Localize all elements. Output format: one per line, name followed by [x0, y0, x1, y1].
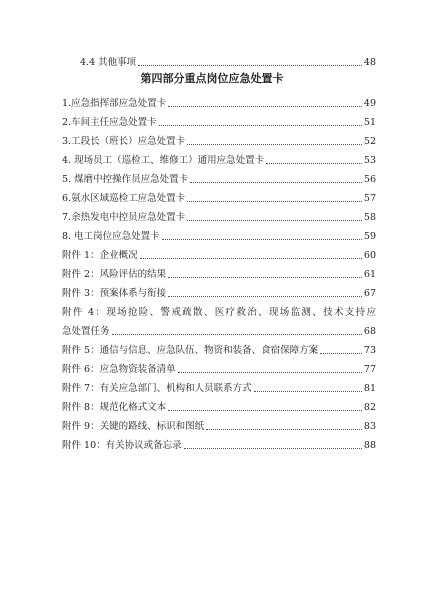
toc-entry-label: 附件 2：风险评估的结果 [62, 269, 167, 280]
toc-entry-appendix-1[interactable] [62, 246, 376, 262]
toc-entry-label: 附件 1：企业概况 [62, 250, 138, 261]
dot-leader [168, 296, 362, 297]
toc-entry-label: 2.车间主任应急处置卡 [62, 117, 157, 128]
dot-leader [266, 163, 362, 164]
dot-leader [140, 258, 362, 259]
toc-entry-label: 附件 10：有关协议或备忘录 [62, 440, 182, 451]
toc-entry-label: 附件 5：通信与信息、应急队伍、物资和装备、食宿保障方案 [62, 345, 319, 356]
toc-entry-label: 8. 电工岗位应急处置卡 [62, 231, 160, 242]
dot-leader [206, 429, 362, 430]
toc-entry-page: 48 [363, 57, 376, 68]
toc-entry-page: 60 [363, 250, 376, 261]
toc-entry[interactable] [62, 208, 376, 224]
toc-entry-label: 4.4 其他事项 [80, 57, 137, 68]
toc-entry[interactable] [62, 189, 376, 205]
toc-entry-page: 67 [363, 288, 376, 299]
toc-entry[interactable] [62, 113, 376, 129]
toc-entry-page: 53 [363, 155, 376, 166]
dot-leader [190, 182, 362, 183]
toc-entry-page: 56 [363, 174, 376, 185]
toc-entry-page: 58 [363, 212, 376, 223]
dot-leader [178, 372, 362, 373]
toc-entry-label: 附件 8：规范化格式文本 [62, 402, 167, 413]
toc-entry-page: 68 [363, 326, 376, 337]
toc-entry-appendix-4-line2[interactable] [62, 322, 376, 338]
toc-entry-page: 57 [363, 193, 376, 204]
dot-leader [320, 353, 362, 354]
dot-leader [184, 448, 362, 449]
section-heading: 第四部分重点岗位应急处置卡 [140, 72, 284, 85]
toc-entry[interactable] [62, 227, 376, 243]
toc-entry-appendix-6[interactable] [62, 360, 376, 376]
toc-entry-page: 73 [363, 345, 376, 356]
dot-leader [138, 65, 362, 66]
toc-entry-4-4[interactable] [80, 53, 376, 69]
toc-entry-page: 51 [363, 117, 376, 128]
dot-leader [159, 125, 362, 126]
toc-entry-appendix-4-line1[interactable] [62, 303, 376, 319]
toc-entry-appendix-3[interactable] [62, 284, 376, 300]
toc-entry-appendix-7[interactable] [62, 379, 376, 395]
toc-entry-label: 附件 6：应急物资装备清单 [62, 364, 176, 375]
dot-leader [187, 220, 362, 221]
toc-entry-page: 49 [363, 98, 376, 109]
toc-entry-page: 52 [363, 136, 376, 147]
toc-entry-page: 82 [363, 402, 376, 413]
toc-entry-page: 59 [363, 231, 376, 242]
toc-entry-page: 81 [363, 383, 376, 394]
toc-entry-label: 7.余热发电中控员应急处置卡 [62, 212, 186, 223]
dot-leader [187, 201, 362, 202]
dot-leader [162, 239, 362, 240]
toc-entry-label: 附件 3：预案体系与衔接 [62, 288, 167, 299]
toc-entry-page: 83 [363, 421, 376, 432]
toc-entry[interactable] [62, 132, 376, 148]
dot-leader [168, 410, 362, 411]
toc-entry-appendix-10[interactable] [62, 436, 376, 452]
toc-entry-appendix-2[interactable] [62, 265, 376, 281]
toc-entry-page: 61 [363, 269, 376, 280]
toc-entry[interactable] [62, 170, 376, 186]
toc-entry-page: 77 [363, 364, 376, 375]
toc-entry[interactable] [62, 151, 376, 167]
toc-entry-appendix-5[interactable] [62, 341, 376, 357]
toc-entry-label: 急处置任务 [62, 326, 110, 337]
toc-entry-appendix-8[interactable] [62, 398, 376, 414]
toc-entry-label: 3.工段长（班长）应急处置卡 [62, 136, 186, 147]
toc-entry[interactable] [62, 94, 376, 110]
toc-entry-page: 88 [363, 440, 376, 451]
toc-entry-label: 4. 现场员工（巡检工、维修工）通用应急处置卡 [62, 155, 265, 166]
dot-leader [187, 144, 362, 145]
toc-entry-label: 附件 7：有关应急部门、机构和人员联系方式 [62, 383, 252, 394]
toc-entry-label: 6.氨水区域巡检工应急处置卡 [62, 193, 186, 204]
dot-leader [168, 277, 362, 278]
dot-leader [112, 334, 362, 335]
dot-leader [254, 391, 362, 392]
toc-entry-label: 1.应急指挥部应急处置卡 [62, 98, 167, 109]
toc-entry-label: 5. 煤磨中控操作员应急处置卡 [62, 174, 189, 185]
toc-entry-label: 附件 4：现场抢险、警戒疏散、医疗救治、现场监测、技术支持应 [62, 307, 376, 318]
dot-leader [168, 106, 362, 107]
toc-entry-appendix-9[interactable] [62, 417, 376, 433]
toc-entry-label: 附件 9：关键的路线、标识和图纸 [62, 421, 205, 432]
